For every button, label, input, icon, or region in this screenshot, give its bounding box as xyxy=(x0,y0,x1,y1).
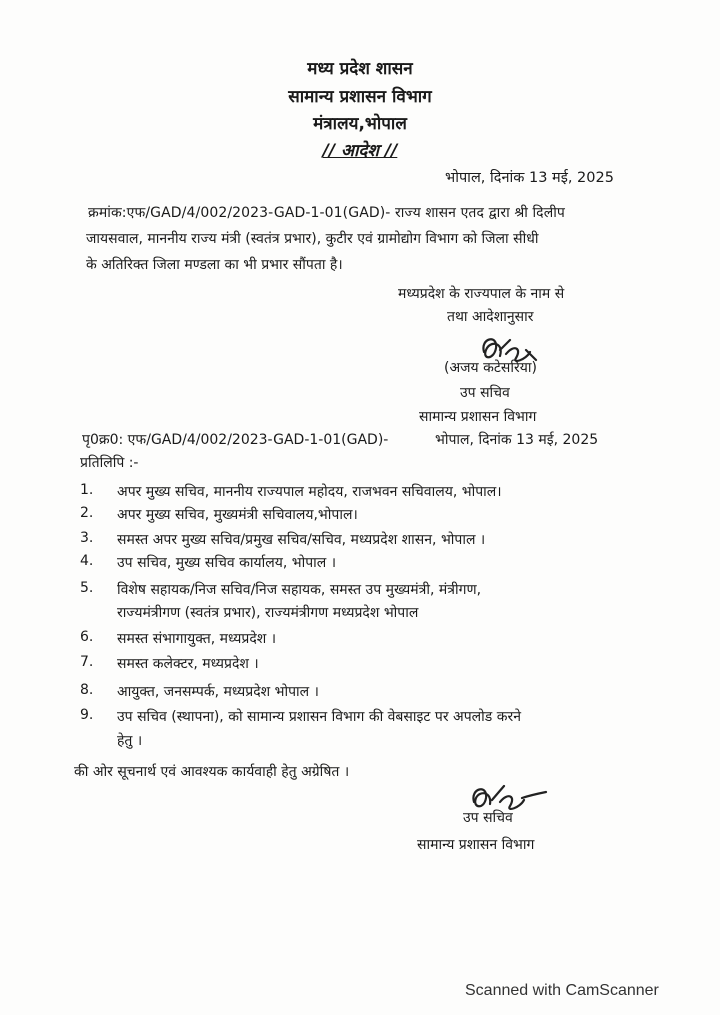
order-title: // आदेश // xyxy=(322,141,398,161)
scanner-watermark: Scanned with CamScanner xyxy=(465,982,659,999)
order-date: भोपाल, दिनांक 13 मई, 2025 xyxy=(445,170,614,186)
signatory-1-name: (अजय कटेसरिया) xyxy=(444,360,537,376)
endorsement-reference: पृ0क्र0: एफ/GAD/4/002/2023-GAD-1-01(GAD)- xyxy=(82,432,389,448)
list-item-number: 6. xyxy=(80,629,94,645)
list-item: उप सचिव (स्थापना), को सामान्य प्रशासन विभाग की वेबसाइट पर अपलोड करने xyxy=(117,709,521,725)
list-item-number: 8. xyxy=(80,682,94,698)
list-item-continuation: राज्यमंत्रीगण (स्वतंत्र प्रभार), राज्यमंत्रीगण मध्यप्रदेश भोपाल xyxy=(117,605,419,621)
list-item-continuation: हेतु । xyxy=(117,733,143,749)
order-body-line-3: के अतिरिक्त जिला मण्डला का भी प्रभार सौंपता है। xyxy=(86,257,343,273)
list-item-number: 3. xyxy=(80,530,94,546)
list-item-number: 2. xyxy=(80,505,94,521)
list-item: समस्त अपर मुख्य सचिव/प्रमुख सचिव/सचिव, मध्यप्रदेश शासन, भोपाल । xyxy=(117,532,486,548)
list-item-number: 5. xyxy=(80,580,94,596)
header-ministry: मंत्रालय,भोपाल xyxy=(313,114,407,134)
list-item-number: 7. xyxy=(80,654,94,670)
list-item: विशेष सहायक/निज सचिव/निज सहायक, समस्त उप मुख्यमंत्री, मंत्रीगण, xyxy=(117,582,482,598)
list-item: उप सचिव, मुख्य सचिव कार्यालय, भोपाल । xyxy=(117,555,337,571)
list-item: आयुक्त, जनसम्पर्क, मध्यप्रदेश भोपाल । xyxy=(117,684,319,700)
copy-label: प्रतिलिपि :- xyxy=(80,455,139,471)
list-item: समस्त कलेक्टर, मध्यप्रदेश । xyxy=(117,656,259,672)
closing-line: की ओर सूचनार्थ एवं आवश्यक कार्यवाही हेतु अग्रेषित । xyxy=(74,764,350,780)
list-item: अपर मुख्य सचिव, मुख्यमंत्री सचिवालय,भोपाल। xyxy=(117,507,358,523)
endorsement-date: भोपाल, दिनांक 13 मई, 2025 xyxy=(435,432,599,448)
list-item: समस्त संभागायुक्त, मध्यप्रदेश । xyxy=(117,631,277,647)
header-government: मध्य प्रदेश शासन xyxy=(307,59,413,79)
order-body-line-1: क्रमांक:एफ/GAD/4/002/2023-GAD-1-01(GAD)- राज्य शासन एतद द्वारा श्री दिलीप xyxy=(88,205,565,221)
order-body-line-2: जायसवाल, माननीय राज्य मंत्री (स्वतंत्र प्रभार), कुटीर एवं ग्रामोद्योग विभाग को जिला सीधी xyxy=(86,231,539,247)
list-item-number: 9. xyxy=(80,707,94,723)
authority-line-1: मध्यप्रदेश के राज्यपाल के नाम से xyxy=(398,286,565,302)
signatory-2-designation: उप सचिव xyxy=(463,810,513,826)
signatory-1-department: सामान्य प्रशासन विभाग xyxy=(419,409,537,425)
list-item-number: 4. xyxy=(80,553,94,569)
header-department: सामान्य प्रशासन विभाग xyxy=(288,87,432,107)
authority-line-2: तथा आदेशानुसार xyxy=(447,309,534,325)
signatory-2-department: सामान्य प्रशासन विभाग xyxy=(417,837,535,853)
signatory-1-designation: उप सचिव xyxy=(460,385,510,401)
list-item: अपर मुख्य सचिव, माननीय राज्यपाल महोदय, राजभवन सचिवालय, भोपाल। xyxy=(117,484,502,500)
list-item-number: 1. xyxy=(80,482,94,498)
